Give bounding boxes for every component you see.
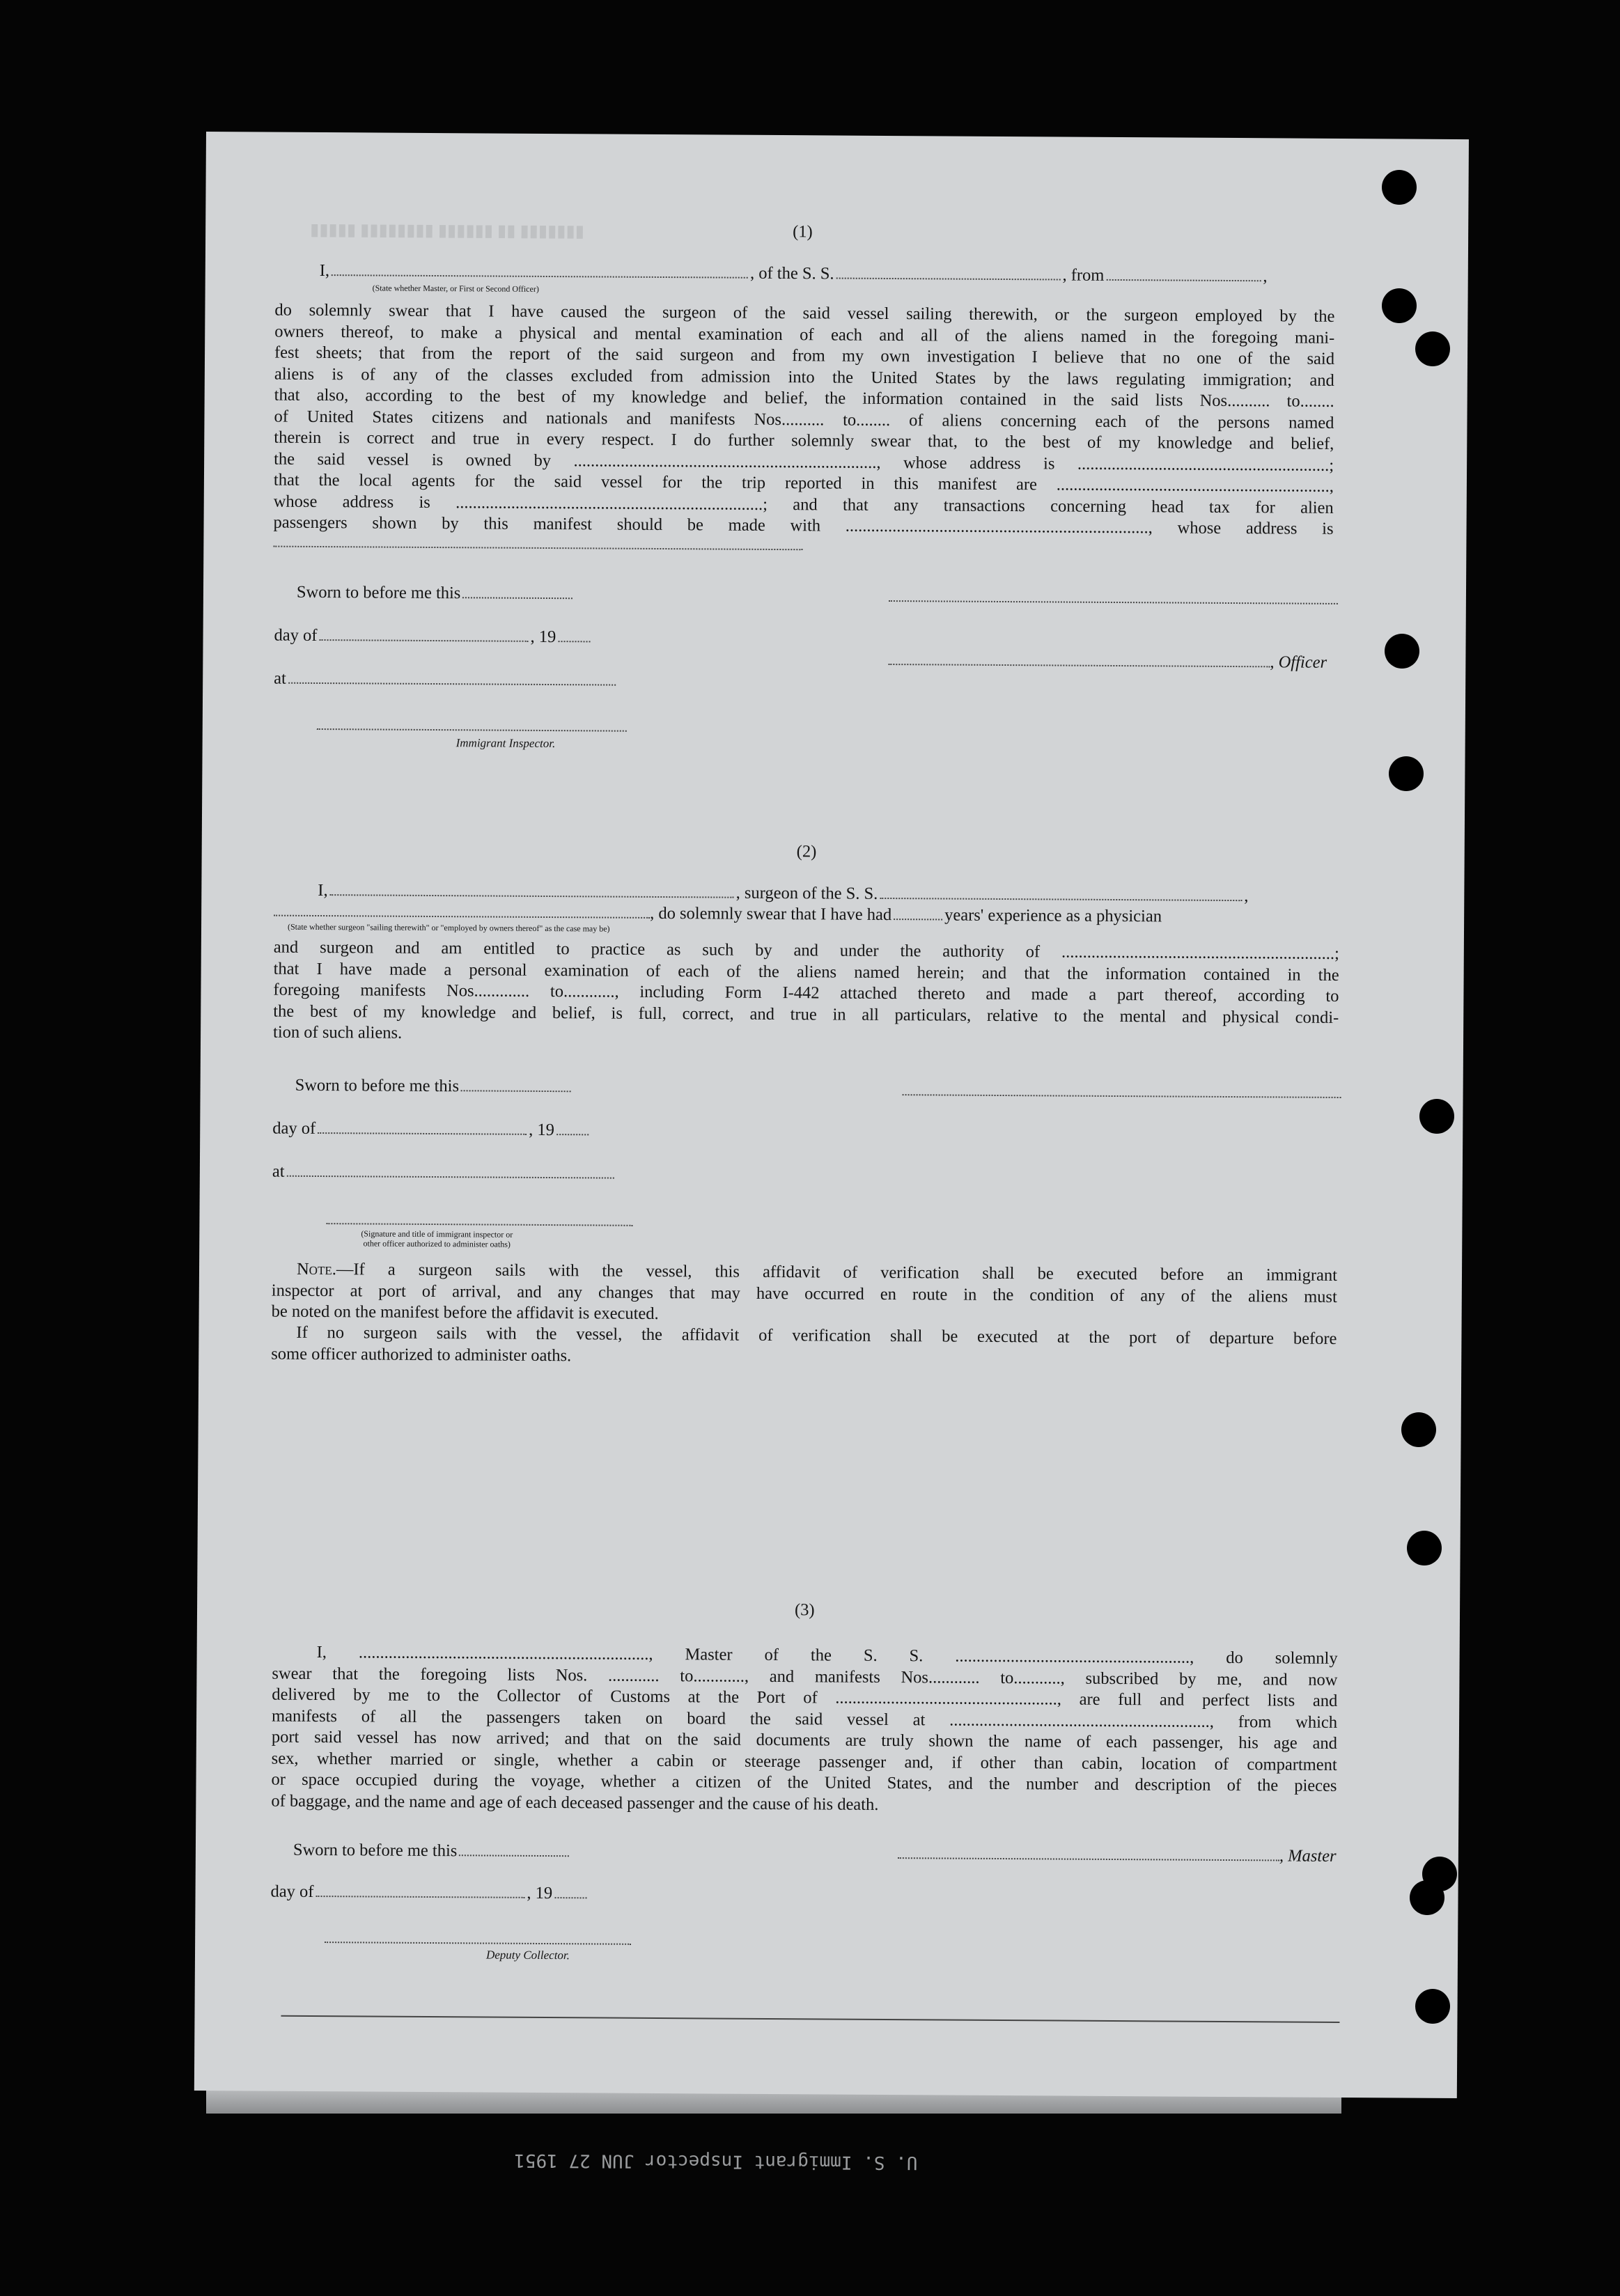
binder-hole [1382, 288, 1417, 323]
section-2-first-line: I, , surgeon of the S. S. , [318, 881, 1249, 906]
section-3-number: (3) [794, 1600, 815, 1620]
manifest-affidavit-page [194, 132, 1469, 2173]
section-2-second-line: , do solemnly swear that I have had years' experience as a physician [274, 901, 1162, 928]
binder-hole [1415, 331, 1450, 366]
section-1-body: do solemnly swear that I have caused the surgeon of the said vessel sailing therewith, or the surgeon employed by the owners thereof, to make a physical and mental examination of each and all of the aliens named in the foregoing mani- fest sheets; that from the report of the said surgeon and from my own investigation I believe that no one of the said aliens is of any of the classes excluded from admission into the United States by the laws regulating immigration; and that also, according to the best of my knowledge and belief, the information contained in the said lists Nos.......... to........ of United States citizens and nationals and manifests Nos.......... to........ of aliens concerning each of the persons named therein is correct and true in every respect. I do further solemnly swear that, to the best of my knowledge and belief, the said vessel is owned by ......................................................................., whose address is ...........................................................; that the local agents for the said vessel for the trip reported in this manifest are ................................................................, whose address is ........................................................................; and that any transactions concerning head tax for alien passengers shown by this manifest should be made with ......................................................................., whose address is [273, 300, 1335, 538]
section-1-address-line [273, 532, 802, 556]
binder-hole [1382, 170, 1417, 205]
section-3-sworn: Sworn to before me this [293, 1840, 572, 1862]
bottom-rule [281, 2015, 1339, 2023]
binder-hole [1419, 1099, 1454, 1134]
section-1-officer-note: (State whether Master, or First or Second Officer) [372, 283, 539, 294]
binder-hole [1415, 1989, 1450, 2024]
reversed-inspector-stamp: U. S. Immigrant Inspector JUN 27 1951 [514, 2149, 918, 2173]
section-1-day-of: day of , 19 [274, 625, 592, 648]
binder-hole [1385, 634, 1419, 669]
section-2-signature-note: (Signature and title of immigrant inspector or other officer authorized to administer oaths) [361, 1228, 513, 1249]
section-3-collector-title: Deputy Collector. [485, 1948, 570, 1962]
section-2-body: and surgeon and am entitled to practice as such by and under the authority of ................................................................; that I have made a personal examination of each of the aliens named herein; and that the information contained in the foregoing manifests Nos............. to............, including Form I-442 attached thereto and made a part thereof, according to the best of my knowledge and belief, is full, correct, and true in all particulars, relative to the mental and physical condi- [273, 937, 1339, 1027]
section-2-number: (2) [796, 842, 817, 861]
binder-hole [1389, 756, 1424, 791]
section-2-at: at [272, 1162, 616, 1185]
section-2-day-of: day of , 19 [272, 1118, 591, 1141]
section-1-first-line: I, , of the S. S. , from , [319, 260, 1268, 286]
section-2-surgeon-note: (State whether surgeon "sailing therewith" or "employed by owners thereof" as the case may be) [287, 921, 610, 934]
section-1-signature-line [889, 600, 1338, 604]
section-1-inspector-title: Immigrant Inspector. [455, 736, 556, 751]
section-2-inspector-line [326, 1223, 632, 1226]
binder-hole [1401, 1412, 1436, 1447]
section-2-signature-line [903, 1094, 1341, 1098]
section-2-note: Note.—If a surgeon sails with the vessel, this affidavit of verification shall be executed before an immigrant inspector at port of arrival, and any changes that may have occurred en route in the condition of any of the aliens must be noted on the manifest before the affidavit is executed. If no surgeon sails with the vessel, the affidavit of verification shall be executed at the port of departure before some officer authorized to administer oaths. [271, 1259, 1338, 1365]
section-1-number: (1) [793, 222, 813, 242]
binder-hole [1407, 1531, 1442, 1565]
section-3-collector-line [325, 1942, 631, 1945]
section-1-officer-line: , Officer [888, 650, 1327, 673]
section-3-master-line: , Master [898, 1843, 1337, 1867]
binder-hole [1410, 1880, 1444, 1915]
section-2-last-line: tion of such aliens. [273, 1022, 403, 1042]
section-2-sworn: Sworn to before me this [295, 1075, 574, 1098]
section-1-at: at [274, 669, 618, 692]
section-1-inspector-line [317, 728, 627, 732]
section-3-body: I, ...................................................................., Master of the S. S. ......................................................., do solemnly swear that the foregoing lists Nos. ............ to............, and manifests Nos............ to..........., subscribed by me, and now delivered by me to the Collector of Customs at the Port of ...................................................., are full and perfect lists and manifests of all the passengers taken on board the said vessel at ............................................................., from which port said vessel has now arrived; and that on the said documents are truly shown the name of each passenger, his age and sex, whether married or single, whether a cabin or steerage passenger and, if other than cabin, location of compartment or space occupied during the voyage, whether a citizen of the United States, and the number and description of the pieces [271, 1643, 1338, 1795]
section-1-sworn: Sworn to before me this [297, 582, 575, 604]
section-3-day-of: day of , 19 [270, 1882, 589, 1905]
bleed-through-heading: ▮▮▮▮▮▮▮ ▮▮ ▮▮▮▮▮▮ ▮▮▮▮▮▮▮▮ ▮▮▮▮▮ [310, 221, 584, 242]
section-3-last-line: of baggage, and the name and age of each deceased passenger and the cause of his death. [271, 1791, 879, 1814]
